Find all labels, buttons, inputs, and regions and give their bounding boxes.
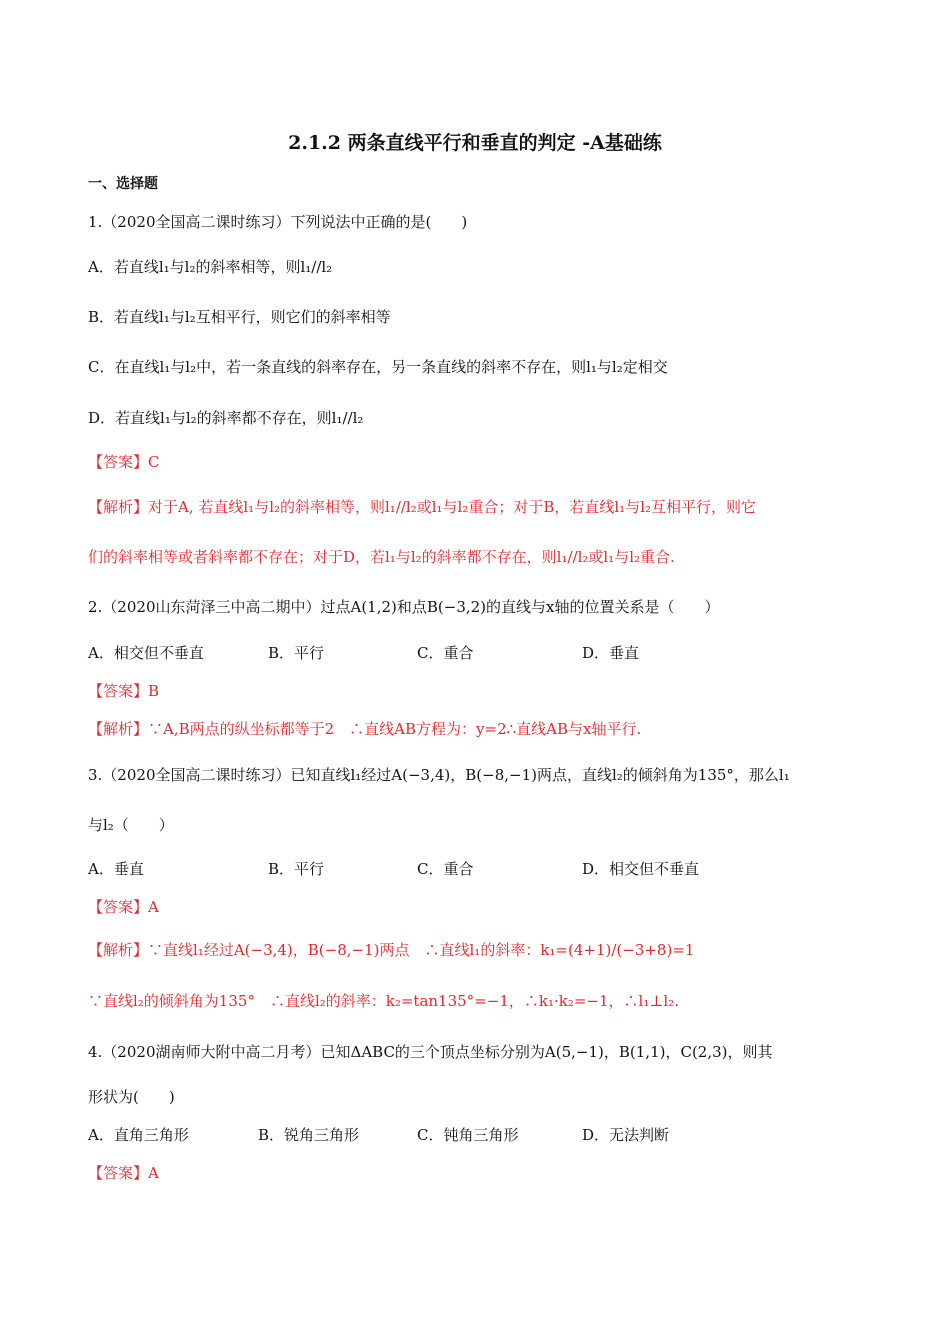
answer-label: 【答案】	[88, 898, 149, 916]
q4-stem-line2: 形状为( )	[88, 1088, 175, 1106]
q4-answer-value: A	[148, 1164, 159, 1182]
q2-stem: 2.（2020山东菏泽三中高二期中）过点A(1,2)和点B(−3,2)的直线与x轴的位置关系是（ ）	[88, 598, 720, 616]
section-heading: 一、选择题	[88, 176, 158, 192]
q2-answer	[88, 681, 159, 701]
q2-analysis-text: ∵A,B两点的纵坐标都等于2 ∴直线AB方程为：y=2∴直线AB与x轴平行.	[148, 720, 642, 738]
q2-analysis	[88, 719, 641, 739]
q1-stem: 1.（2020全国高二课时练习）下列说法中正确的是( )	[88, 213, 468, 231]
analysis-label: 【解析】	[88, 941, 149, 959]
q2-option-b: B．平行	[268, 644, 325, 662]
q1-answer	[88, 452, 160, 472]
q1-option-a: A．若直线l₁与l₂的斜率相等，则l₁//l₂	[88, 258, 333, 276]
answer-label: 【答案】	[88, 453, 149, 471]
q4-option-c: C．钝角三角形	[417, 1126, 519, 1144]
q4-option-a: A．直角三角形	[88, 1126, 189, 1144]
q3-option-a: A．垂直	[88, 860, 144, 878]
q2-option-a: A．相交但不垂直	[88, 644, 204, 662]
q1-analysis-text1: 对于A, 若直线l₁与l₂的斜率相等，则l₁//l₂或l₁与l₂重合；对于B，若直线l₁与l₂互相平行，则它	[148, 498, 757, 516]
analysis-label: 【解析】	[88, 498, 149, 516]
answer-label: 【答案】	[88, 682, 149, 700]
q2-option-d: D．垂直	[582, 644, 640, 662]
q2-option-c: C．重合	[417, 644, 474, 662]
q1-option-c: C．在直线l₁与l₂中，若一条直线的斜率存在，另一条直线的斜率不存在，则l₁与l₂定相交	[88, 358, 668, 376]
q3-option-d: D．相交但不垂直	[582, 860, 700, 878]
q1-answer-value: C	[148, 453, 160, 471]
q3-option-b: B．平行	[268, 860, 325, 878]
q3-analysis-line1	[88, 940, 694, 960]
q3-stem-line2: 与l₂（ ）	[88, 816, 174, 834]
q3-answer	[88, 897, 159, 917]
q1-option-b: B．若直线l₁与l₂互相平行，则它们的斜率相等	[88, 308, 391, 326]
q2-answer-value: B	[148, 682, 160, 700]
q3-analysis-text1: ∵直线l₁经过A(−3,4)，B(−8,−1)两点 ∴直线l₁的斜率：k₁=(4+1)/(−3+8)=1	[148, 941, 695, 959]
q4-option-b: B．锐角三角形	[258, 1126, 360, 1144]
page-title: 2.1.2 两条直线平行和垂直的判定 -A基础练	[288, 132, 662, 154]
q4-stem-line1: 4.（2020湖南师大附中高二月考）已知ΔABC的三个顶点坐标分别为A(5,−1)，B(1,1)，C(2,3)，则其	[88, 1043, 773, 1061]
q3-analysis-line2: ∵直线l₂的倾斜角为135° ∴直线l₂的斜率：k₂=tan135°=−1，∴k₁·k₂=−1，∴l₁⊥l₂.	[88, 992, 680, 1010]
q3-answer-value: A	[148, 898, 159, 916]
analysis-label: 【解析】	[88, 720, 149, 738]
q4-answer	[88, 1163, 159, 1183]
q3-stem-line1: 3.（2020全国高二课时练习）已知直线l₁经过A(−3,4)，B(−8,−1)两点，直线l₂的倾斜角为135°，那么l₁	[88, 766, 790, 784]
answer-label: 【答案】	[88, 1164, 149, 1182]
q1-option-d: D．若直线l₁与l₂的斜率都不存在，则l₁//l₂	[88, 409, 364, 427]
q4-option-d: D．无法判断	[582, 1126, 670, 1144]
q1-analysis-line2: 们的斜率相等或者斜率都不存在；对于D，若l₁与l₂的斜率都不存在，则l₁//l₂或l₁与l₂重合.	[88, 548, 675, 566]
q1-analysis-line1	[88, 497, 756, 517]
q3-option-c: C．重合	[417, 860, 474, 878]
